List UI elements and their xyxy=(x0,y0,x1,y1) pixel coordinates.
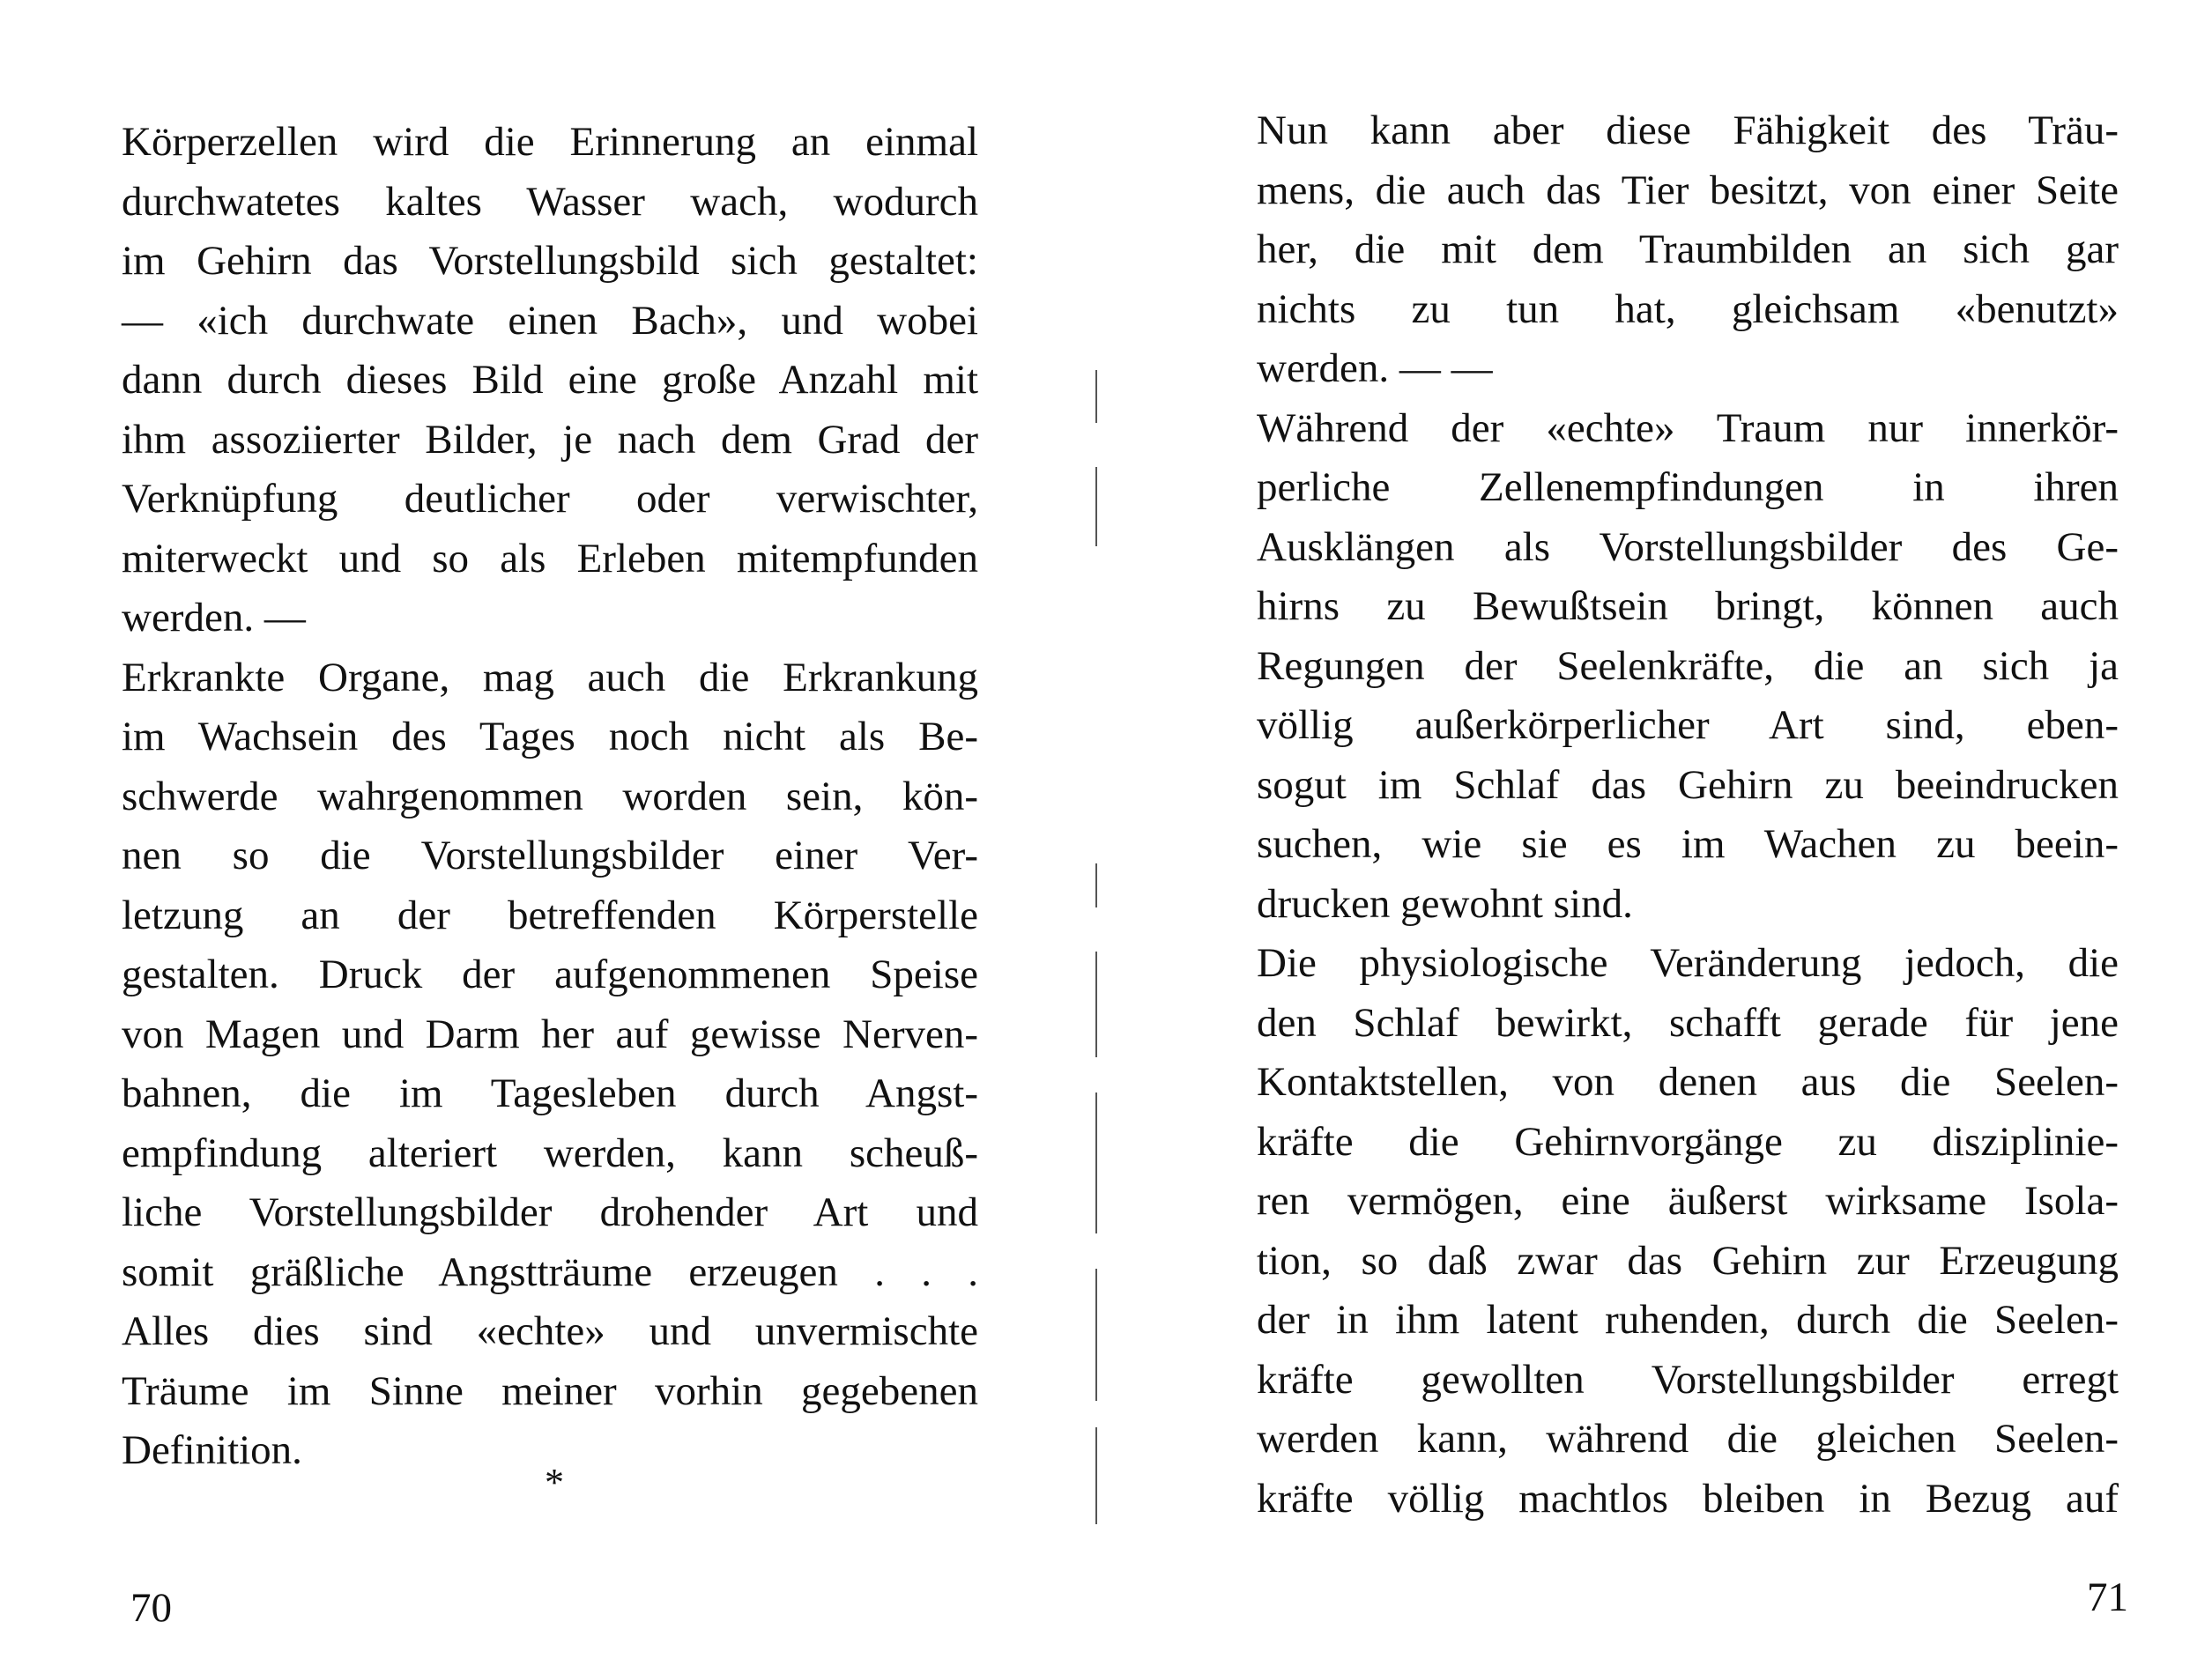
text-line: Regungen der Seelenkräfte, die an sich ja xyxy=(1257,642,2119,689)
text-line: Träume im Sinne meiner vorhin gegebenen xyxy=(122,1367,978,1414)
text-line: Alles dies sind «echte» und unvermischte xyxy=(122,1308,978,1354)
text-line: suchen, wie sie es im Wachen zu beein- xyxy=(1257,821,2119,867)
text-line: durchwatetes kaltes Wasser wach, wodurch xyxy=(122,178,978,225)
text-line: Während der «echte» Traum nur innerkör- xyxy=(1257,404,2119,451)
text-line: ren vermögen, eine äußerst wirksame Isola- xyxy=(1257,1178,2119,1224)
text-line: ihm assoziierter Bilder, je nach dem Grad der xyxy=(122,416,978,463)
text-line: werden. — xyxy=(122,595,306,641)
text-line: perliche Zellenempfindungen in ihren xyxy=(1257,464,2119,510)
text-line: letzung an der betreffenden Körperstelle xyxy=(122,892,978,938)
text-line: sogut im Schlaf das Gehirn zu beeindrucken xyxy=(1257,761,2119,808)
book-gutter xyxy=(1091,370,1103,1604)
text-line: den Schlaf bewirkt, schafft gerade für jene xyxy=(1257,999,2119,1046)
text-line: tion, so daß zwar das Gehirn zur Erzeugung xyxy=(1257,1237,2119,1284)
right-page-text xyxy=(1257,101,2119,1529)
left-page xyxy=(0,0,1093,1674)
text-line: drucken gewohnt sind. xyxy=(1257,880,1633,927)
text-line: empfindung alteriert werden, kann scheuß- xyxy=(122,1130,978,1176)
text-line: somit gräßliche Angstträume erzeugen . . . xyxy=(122,1248,978,1295)
right-page xyxy=(1106,0,2212,1674)
section-break-asterisk: * xyxy=(545,1461,564,1504)
text-line: Definition. xyxy=(122,1427,302,1473)
text-line: Verknüpfung deutlicher oder verwischter, xyxy=(122,476,978,522)
text-line: nichts zu tun hat, gleichsam «benutzt» xyxy=(1257,285,2119,332)
text-line: Die physiologische Veränderung jedoch, die xyxy=(1257,940,2119,986)
page-number-right: 71 xyxy=(2087,1574,2128,1620)
text-line: kräfte gewollten Vorstellungsbilder erregt xyxy=(1257,1356,2119,1403)
text-line: Körperzellen wird die Erinnerung an einmal xyxy=(122,119,978,165)
text-line: bahnen, die im Tagesleben durch Angst- xyxy=(122,1070,978,1116)
text-line: im Gehirn das Vorstellungsbild sich gestaltet: xyxy=(122,238,978,284)
text-line: dann durch dieses Bild eine große Anzahl mit xyxy=(122,357,978,403)
text-line: miterweckt und so als Erleben mitempfunden xyxy=(122,535,978,581)
text-line: Kontaktstellen, von denen aus die Seelen- xyxy=(1257,1059,2119,1105)
left-page-text xyxy=(122,113,978,1481)
text-line: der in ihm latent ruhenden, durch die Seelen- xyxy=(1257,1297,2119,1343)
text-line: werden kann, während die gleichen Seelen- xyxy=(1257,1416,2119,1462)
text-line: gestalten. Druck der aufgenommenen Speise xyxy=(122,952,978,997)
text-line: mens, die auch das Tier besitzt, von einer Seite xyxy=(1257,167,2119,213)
text-line: Erkrankte Organe, mag auch die Erkrankung xyxy=(122,654,978,700)
text-line: werden. — — xyxy=(1257,345,1493,391)
text-line: hirns zu Bewußtsein bringt, können auch xyxy=(1257,583,2119,629)
text-line: — «ich durchwate einen Bach», und wobei xyxy=(122,297,978,344)
text-line: Nun kann aber diese Fähigkeit des Träu- xyxy=(1257,107,2119,153)
text-line: Ausklängen als Vorstellungsbilder des Ge- xyxy=(1257,523,2119,570)
text-line: kräfte die Gehirnvorgänge zu disziplinie- xyxy=(1257,1118,2119,1165)
text-line: von Magen und Darm her auf gewisse Nerven- xyxy=(122,1011,978,1057)
text-line: völlig außerkörperlicher Art sind, eben- xyxy=(1257,702,2119,748)
text-line: schwerde wahrgenommen worden sein, kön- xyxy=(122,773,978,819)
text-line: kräfte völlig machtlos bleiben in Bezug auf xyxy=(1257,1475,2119,1522)
text-line: nen so die Vorstellungsbilder einer Ver- xyxy=(122,833,978,878)
page-number-left: 70 xyxy=(130,1585,172,1631)
text-line: her, die mit dem Traumbilden an sich gar xyxy=(1257,226,2119,272)
text-line: liche Vorstellungsbilder drohender Art und xyxy=(122,1189,978,1235)
text-line: im Wachsein des Tages noch nicht als Be- xyxy=(122,714,978,759)
